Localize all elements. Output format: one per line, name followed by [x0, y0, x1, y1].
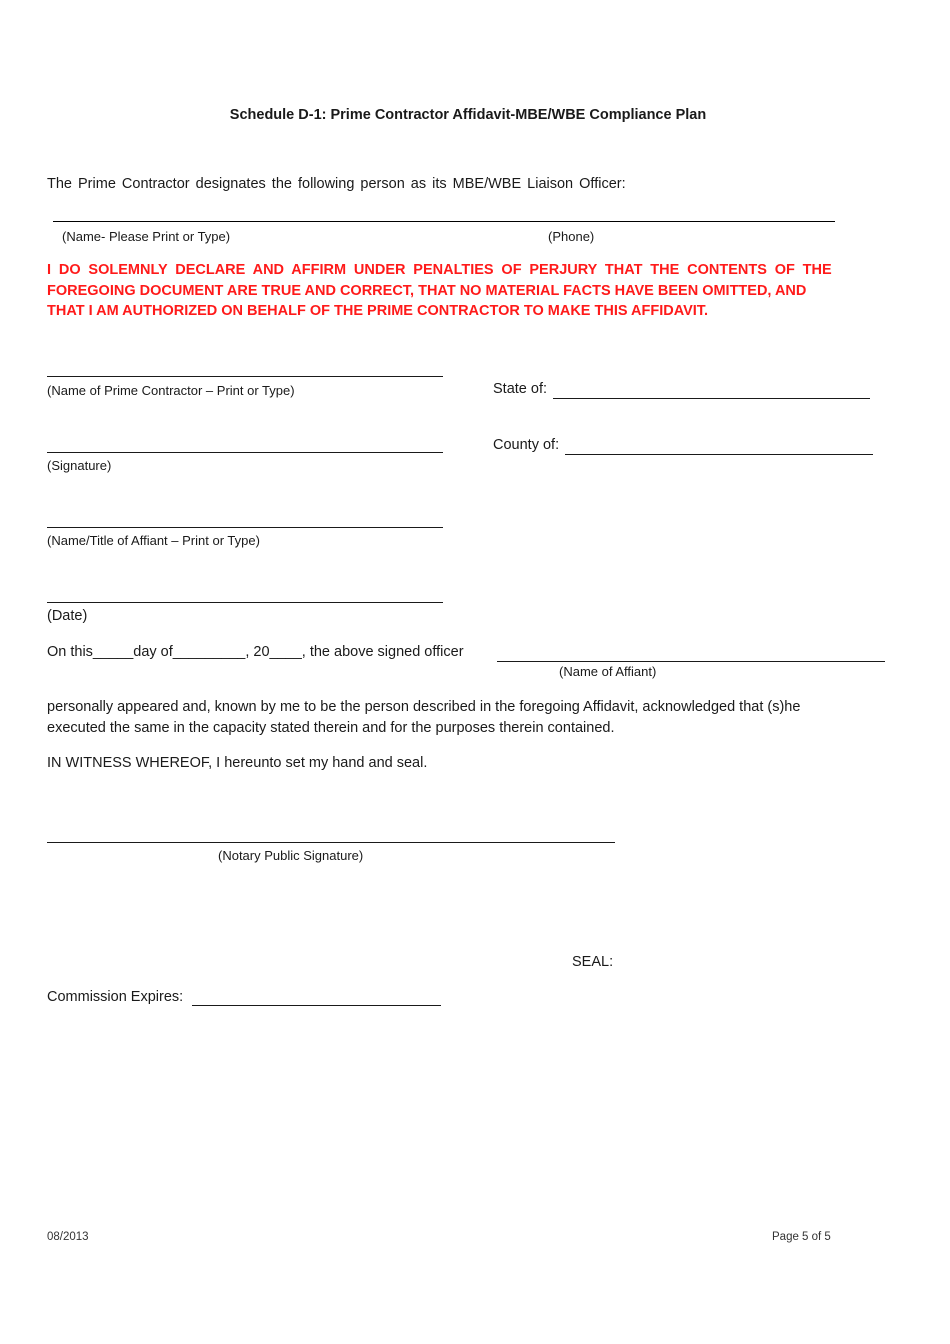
county-label: County of:: [493, 437, 560, 453]
appeared-line-1: personally appeared and, known by me to be the person described in the foregoing Affidavit, acknowledged that (s)he: [47, 699, 801, 715]
date-line[interactable]: [47, 602, 443, 603]
affiant-name-line[interactable]: [497, 661, 885, 662]
notary-signature-line[interactable]: [47, 842, 615, 843]
state-label: State of:: [493, 381, 548, 397]
signature-label: (Signature): [47, 458, 112, 473]
affirmation-line-1: I DO SOLEMNLY DECLARE AND AFFIRM UNDER PENALTIES OF PERJURY THAT THE CONTENTS OF THE: [47, 262, 832, 278]
liaison-name-label: (Name- Please Print or Type): [62, 229, 231, 244]
witness-statement: IN WITNESS WHEREOF, I hereunto set my hand and seal.: [47, 755, 428, 771]
on-this-day-line: On this_____day of_________, 20____, the above signed officer: [47, 644, 464, 660]
liaison-intro-text: The Prime Contractor designates the following person as its MBE/WBE Liaison Officer:: [47, 176, 626, 192]
commission-expires-label: Commission Expires:: [47, 989, 184, 1005]
commission-expires-line[interactable]: [192, 1005, 441, 1006]
affiant-label: (Name/Title of Affiant – Print or Type): [47, 533, 260, 548]
prime-contractor-line[interactable]: [47, 376, 443, 377]
signature-line[interactable]: [47, 452, 443, 453]
county-line[interactable]: [565, 454, 873, 455]
personally-appeared-paragraph: [47, 697, 867, 739]
page-title: Schedule D-1: Prime Contractor Affidavit-MBE/WBE Compliance Plan: [229, 107, 707, 123]
perjury-affirmation: [47, 260, 897, 322]
name-of-affiant-label: (Name of Affiant): [559, 664, 657, 679]
liaison-entry-line[interactable]: [53, 221, 835, 222]
appeared-line-2: executed the same in the capacity stated therein and for the purposes therein contained.: [47, 720, 615, 736]
page-number: Page 5 of 5: [772, 1231, 831, 1243]
affirmation-line-3: THAT I AM AUTHORIZED ON BEHALF OF THE PRIME CONTRACTOR TO MAKE THIS AFFIDAVIT.: [47, 303, 709, 319]
affiant-line[interactable]: [47, 527, 443, 528]
notary-signature-label: (Notary Public Signature): [218, 848, 364, 863]
date-label: (Date): [47, 608, 88, 624]
affirmation-line-2: FOREGOING DOCUMENT ARE TRUE AND CORRECT, THAT NO MATERIAL FACTS HAVE BEEN OMITTED, AND: [47, 282, 807, 299]
state-line[interactable]: [553, 398, 870, 399]
seal-label: SEAL:: [572, 954, 614, 970]
form-date-code: 08/2013: [47, 1231, 89, 1243]
liaison-phone-label: (Phone): [548, 229, 595, 244]
prime-contractor-label: (Name of Prime Contractor – Print or Type): [47, 383, 295, 398]
